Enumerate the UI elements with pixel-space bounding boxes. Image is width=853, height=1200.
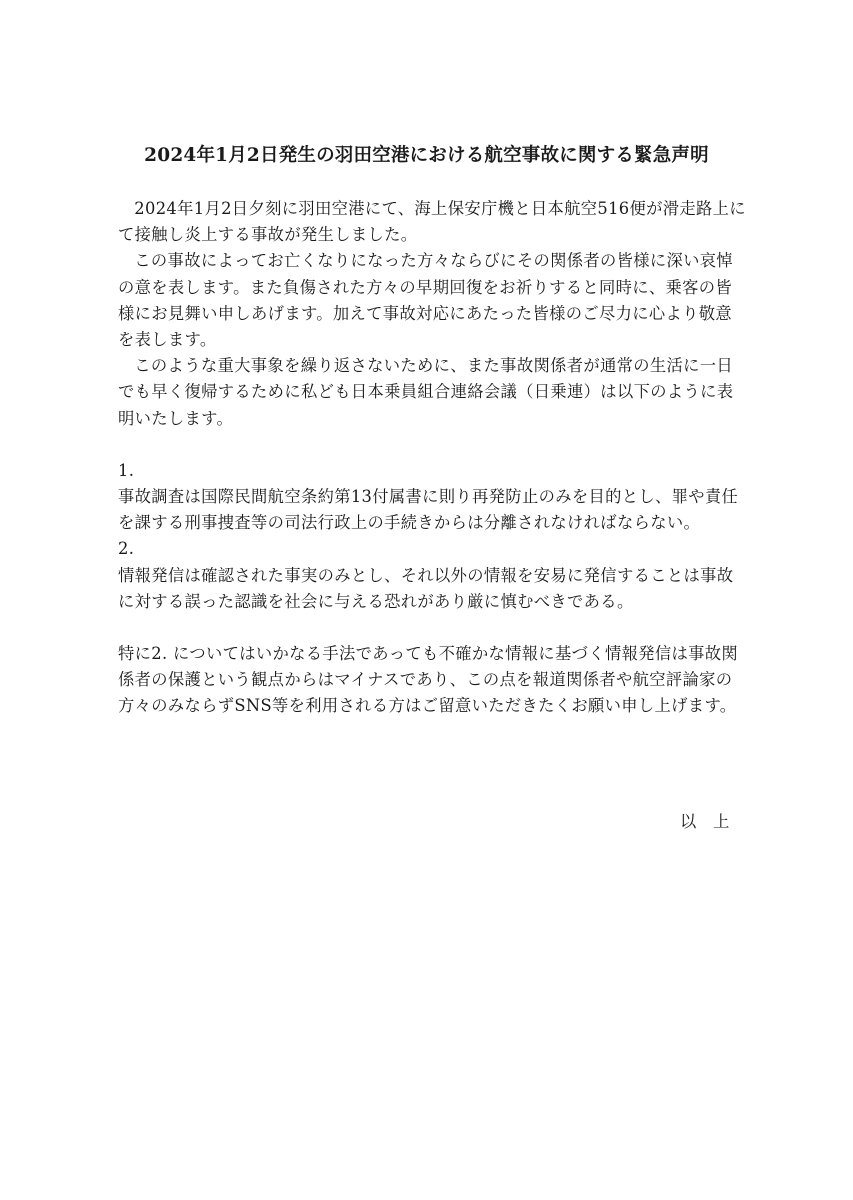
note-paragraph: 特に2. についてはいかなる手法であっても不確かな情報に基づく情報発信は事故関係者の保護という観点からはマイナスであり、この点を報道関係者や航空評論家の方々のみならずSNS等を利用される方はご留意いただきたくお願い申し上げます。 xyxy=(118,644,738,716)
intro-paragraph-3: このような重大事象を繰り返さないために、また事故関係者が通常の生活に一日でも早く復帰するために私ども日本乗員組合連絡会議（日乗連）は以下のように表明いたします。 xyxy=(118,356,734,428)
intro-paragraph-1: 2024年1月2日夕刻に羽田空港にて、海上保安庁機と日本航空516便が滑走路上にて接触し炎上する事故が発生しました。 xyxy=(118,199,746,245)
closing-mark: 以 上 xyxy=(680,812,730,831)
item-1-number: 1. xyxy=(118,460,135,480)
statement-body xyxy=(118,196,748,720)
item-1-text: 事故調査は国際民間航空条約第13付属書に則り再発防止のみを目的とし、罪や責任を課する刑事捜査等の司法行政上の手続きからは分離されなければならない。 xyxy=(118,487,739,533)
spacer xyxy=(118,432,748,458)
spacer xyxy=(118,615,748,641)
page-title: 2024年1月2日発生の羽田空港における航空事故に関する緊急声明 xyxy=(144,145,709,166)
intro-paragraph-2: この事故によってお亡くなりになった方々ならびにその関係者の皆様に深い哀悼の意を表します。また負傷された方々の早期回復をお祈りすると同時に、乗客の皆様にお見舞い申しあげます。加えて事故対応にあたった皆様のご尽力に心より敬意を表します。 xyxy=(118,251,734,350)
item-2-number: 2. xyxy=(118,539,135,559)
item-2-text: 情報発信は確認された事実のみとし、それ以外の情報を安易に発信することは事故に対する誤った認識を社会に与える恐れがあり厳に慎むべきである。 xyxy=(118,565,734,611)
